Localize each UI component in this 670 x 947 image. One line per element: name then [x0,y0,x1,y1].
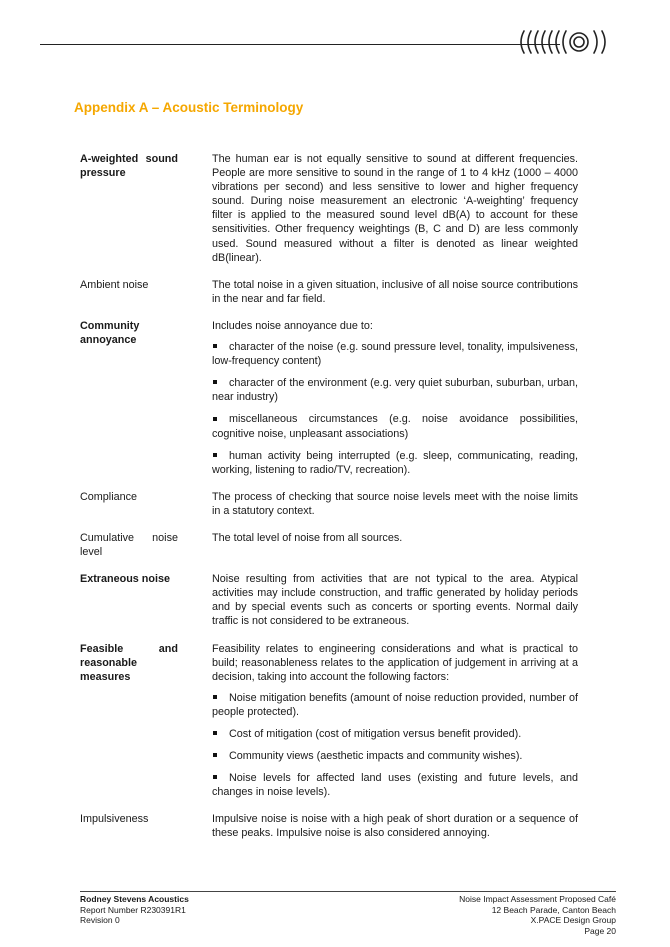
glossary-entry [80,572,580,628]
sound-waves-logo-icon [516,26,616,58]
glossary-term: Feasible and reasonable measures [80,642,178,683]
glossary-entry [80,490,580,518]
glossary-definition [212,319,578,477]
glossary-definition [212,152,578,265]
square-bullet-icon [213,453,217,457]
bullet-text: miscellaneous circumstances (e.g. noise avoidance possibilities, cognitive noise, unpleasant associations) [212,413,578,440]
bullet-text: Noise levels for affected land uses (existing and future levels, and changes in noise levels). [212,772,578,799]
definition-text: The process of checking that source noise levels meet with the noise limits in a statutory context. [212,490,578,517]
footer-company: Rodney Stevens Acoustics [80,894,189,904]
footer-rule [80,891,616,892]
glossary-definition [212,278,578,306]
glossary-term: Cumulative noise level [80,531,178,559]
bullet-text: Community views (aesthetic impacts and community wishes). [229,750,523,763]
footer-revision: Revision 0 [80,915,120,925]
definition-text: Noise resulting from activities that are not typical to the area. Atypical activities may include construction, and traffic generated by holiday periods and by special events such as concerts or sporting events. Normal daily traffic is not considered to be extraneous. [212,573,578,628]
header-rule [40,44,560,45]
glossary-definition [212,642,578,800]
definition-bullet-list [212,340,578,477]
bullet-text: Noise mitigation benefits (amount of noise reduction provided, number of people protected). [212,691,578,718]
bullet-item [212,727,578,741]
glossary-entry [80,531,580,559]
footer-report-number: Report Number R230391R1 [80,904,186,915]
definition-text: The human ear is not equally sensitive to sound at different frequencies. People are more sensitive to sound in the range of 1 to 4 kHz (1000 – 4000 vibrations per second) and less sensitive to lower and higher frequency sound. During noise measurement an electronic ‘A-weighting’ frequency filter is applied to the measured sound level dB(A) to account for these sensitivities. Other frequency weightings (B, C and D) are less commonly used. Sound measured without a filter is denoted as linear weighted dB(linear). [212,153,578,264]
glossary-term: Compliance [80,490,138,503]
footer-right [459,894,616,936]
square-bullet-icon [213,775,217,779]
glossary-term: Extraneous noise [80,573,171,586]
footer-address: 12 Beach Parade, Canton Beach [491,904,616,915]
bullet-text: Cost of mitigation (cost of mitigation versus benefit provided). [229,728,522,740]
bullet-item [212,691,578,719]
glossary-entry [80,152,580,265]
square-bullet-icon [213,695,217,699]
definition-text: Includes noise annoyance due to: [212,319,373,332]
glossary-definition [212,490,578,518]
square-bullet-icon [213,417,217,421]
glossary-definition [212,572,578,628]
bullet-item [212,340,578,368]
glossary-term: Impulsiveness [80,813,149,826]
definition-text: The total noise in a given situation, inclusive of all noise source contributions in the near and far field. [212,278,578,305]
bullet-text: human activity being interrupted (e.g. sleep, communicating, reading, working, listening to radio/TV, recreation). [212,449,578,476]
bullet-item [212,376,578,404]
glossary-definition [212,531,578,559]
footer-left [80,894,189,926]
square-bullet-icon [213,380,217,384]
glossary-term: A-weighted sound pressure [80,153,178,180]
definition-text: The total level of noise from all sources. [212,531,403,544]
square-bullet-icon [213,731,217,735]
bullet-text: character of the environment (e.g. very quiet suburban, suburban, urban, near industry) [212,377,578,404]
bullet-item [212,449,578,477]
glossary [80,152,580,854]
glossary-entry [80,642,580,800]
definition-text: Feasibility relates to engineering considerations and what is practical to build; reasonableness relates to the application of judgement in arriving at a decision, taking into account the following factors: [212,642,578,683]
square-bullet-icon [213,344,217,348]
definition-text: Impulsive noise is noise with a high peak of short duration or a sequence of these peaks. Impulsive noise is also considered annoying. [212,813,578,840]
glossary-term: Community annoyance [80,319,140,347]
footer-doc-title: Noise Impact Assessment Proposed Café [459,894,616,904]
glossary-entry [80,812,580,840]
square-bullet-icon [213,753,217,757]
bullet-text: character of the noise (e.g. sound pressure level, tonality, impulsiveness, low-frequency content) [212,341,578,368]
page-title: Appendix A – Acoustic Terminology [74,100,304,115]
footer-page-number: Page 20 [584,925,616,936]
footer-client: X.PACE Design Group [530,915,616,925]
glossary-entry [80,319,580,477]
bullet-item [212,412,578,440]
glossary-term: Ambient noise [80,278,149,291]
bullet-item [212,749,578,763]
bullet-item [212,771,578,799]
glossary-definition [212,812,578,840]
glossary-entry [80,278,580,306]
definition-bullet-list [212,691,578,800]
